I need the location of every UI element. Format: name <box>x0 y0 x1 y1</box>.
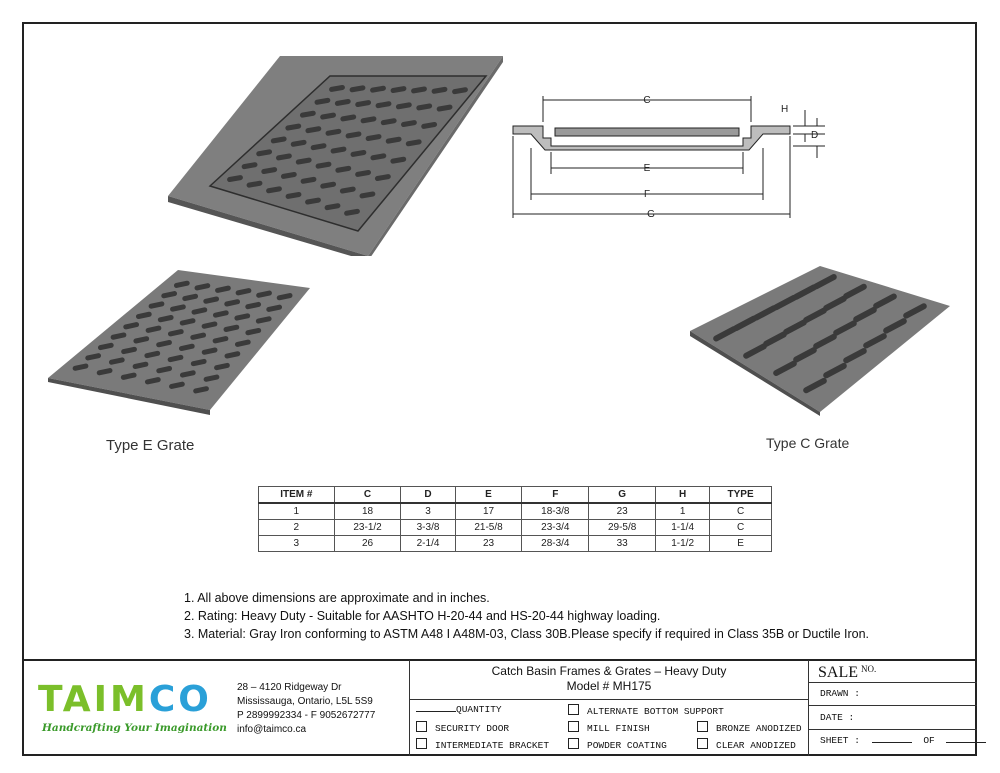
dim-label-f: F <box>643 189 651 200</box>
drawn-field[interactable]: DRAWN : <box>820 688 860 699</box>
spec-table-header <box>259 487 772 504</box>
address-line-2: Mississauga, Ontario, L5L 5S9 <box>237 696 373 707</box>
email: info@taimco.ca <box>237 724 307 735</box>
company-address <box>237 681 375 737</box>
spec-header-cell: E <box>455 487 522 504</box>
spec-header-cell: D <box>401 487 455 504</box>
frame-and-grate-illustration <box>168 56 503 256</box>
logo-text-green: TAIM <box>38 679 149 720</box>
type-c-grate-illustration <box>690 266 952 416</box>
option-powder-coating[interactable]: POWDER COATING <box>568 738 667 751</box>
spec-cell: 23 <box>455 536 522 552</box>
spec-cell: 18-3/8 <box>522 503 589 520</box>
of-label: OF <box>923 735 935 746</box>
type-e-grate-illustration <box>48 270 313 415</box>
address-line-1: 28 – 4120 Ridgeway Dr <box>237 682 342 693</box>
option-mill-finish[interactable]: MILL FINISH <box>568 721 650 734</box>
option-alternate-bottom-support[interactable]: ALTERNATE BOTTOM SUPPORT <box>568 704 724 717</box>
note-3: 3. Material: Gray Iron conforming to ASTM A48 I A48M-03, Class 30B.Please specify if required in Class 35B or Ductile Iron. <box>184 627 870 641</box>
spec-cell: 3 <box>259 536 335 552</box>
spec-cell: 2 <box>259 520 335 536</box>
dim-label-c: C <box>643 95 651 106</box>
quantity-field[interactable] <box>416 704 502 715</box>
spec-cell: 1-1/4 <box>656 520 710 536</box>
spec-cell: 23-3/4 <box>522 520 589 536</box>
checkbox[interactable] <box>416 738 427 749</box>
spec-row <box>259 520 772 536</box>
note-1: 1. All above dimensions are approximate and in inches. <box>184 591 490 605</box>
title-text: Catch Basin Frames & Grates – Heavy Duty <box>491 664 727 678</box>
spec-row <box>259 536 772 552</box>
option-clear-anodized[interactable]: CLEAR ANODIZED <box>697 738 796 751</box>
spec-cell: 1-1/2 <box>656 536 710 552</box>
checkbox[interactable] <box>568 704 579 715</box>
checkbox[interactable] <box>697 738 708 749</box>
option-bronze-anodized[interactable]: BRONZE ANODIZED <box>697 721 802 734</box>
spec-cell: 18 <box>334 503 401 520</box>
spec-header-cell: H <box>656 487 710 504</box>
spec-header-cell: C <box>334 487 401 504</box>
company-tagline: Handcrafting Your Imagination <box>42 722 227 734</box>
spec-cell: 29-5/8 <box>589 520 656 536</box>
sheet-field[interactable] <box>820 735 986 746</box>
dim-label-h: H <box>781 104 789 115</box>
spec-cell: E <box>710 536 772 552</box>
date-field[interactable]: DATE : <box>820 712 855 723</box>
quantity-label: QUANTITY <box>456 704 502 715</box>
option-security-door[interactable]: SECURITY DOOR <box>416 721 509 734</box>
checkbox[interactable] <box>416 721 427 732</box>
dim-label-d: D <box>811 130 819 141</box>
spec-cell: 3 <box>401 503 455 520</box>
sale-no-label: NO. <box>861 664 877 674</box>
notes <box>184 589 869 643</box>
dim-label-e: E <box>643 163 651 174</box>
spec-cell: 21-5/8 <box>455 520 522 536</box>
spec-table <box>258 486 772 552</box>
phone-fax: P 2899992334 - F 9052672777 <box>237 710 376 721</box>
option-intermediate-bracket[interactable]: INTERMEDIATE BRACKET <box>416 738 549 751</box>
sheet-label: SHEET : <box>820 735 860 746</box>
spec-header-cell: TYPE <box>710 487 772 504</box>
type-e-caption: Type E Grate <box>106 437 195 454</box>
spec-header-cell: ITEM # <box>259 487 335 504</box>
checkbox[interactable] <box>568 738 579 749</box>
spec-cell: C <box>710 520 772 536</box>
company-logo <box>38 679 212 720</box>
note-2: 2. Rating: Heavy Duty - Suitable for AASHTO H-20-44 and HS-20-44 highway loading. <box>184 609 661 623</box>
spec-cell: 23 <box>589 503 656 520</box>
dim-label-g: G <box>647 209 655 220</box>
spec-cell: 17 <box>455 503 522 520</box>
logo-text-blue: CO <box>148 679 212 720</box>
spec-cell: 1 <box>656 503 710 520</box>
spec-cell: 2-1/4 <box>401 536 455 552</box>
spec-cell: 3-3/8 <box>401 520 455 536</box>
spec-cell: 28-3/4 <box>522 536 589 552</box>
sale-label: SALE $^{NO.}$ <box>818 664 877 681</box>
spec-cell: 1 <box>259 503 335 520</box>
spec-cell: 23-1/2 <box>334 520 401 536</box>
spec-header-cell: F <box>522 487 589 504</box>
spec-header-cell: G <box>589 487 656 504</box>
checkbox[interactable] <box>697 721 708 732</box>
spec-cell: 26 <box>334 536 401 552</box>
model-number: Model # MH175 <box>566 679 652 693</box>
spec-row <box>259 503 772 520</box>
section-dimension-diagram <box>505 88 835 223</box>
checkbox[interactable] <box>568 721 579 732</box>
drawing-title <box>410 664 808 694</box>
spec-cell: 33 <box>589 536 656 552</box>
spec-cell: C <box>710 503 772 520</box>
type-c-caption: Type C Grate <box>766 435 850 451</box>
